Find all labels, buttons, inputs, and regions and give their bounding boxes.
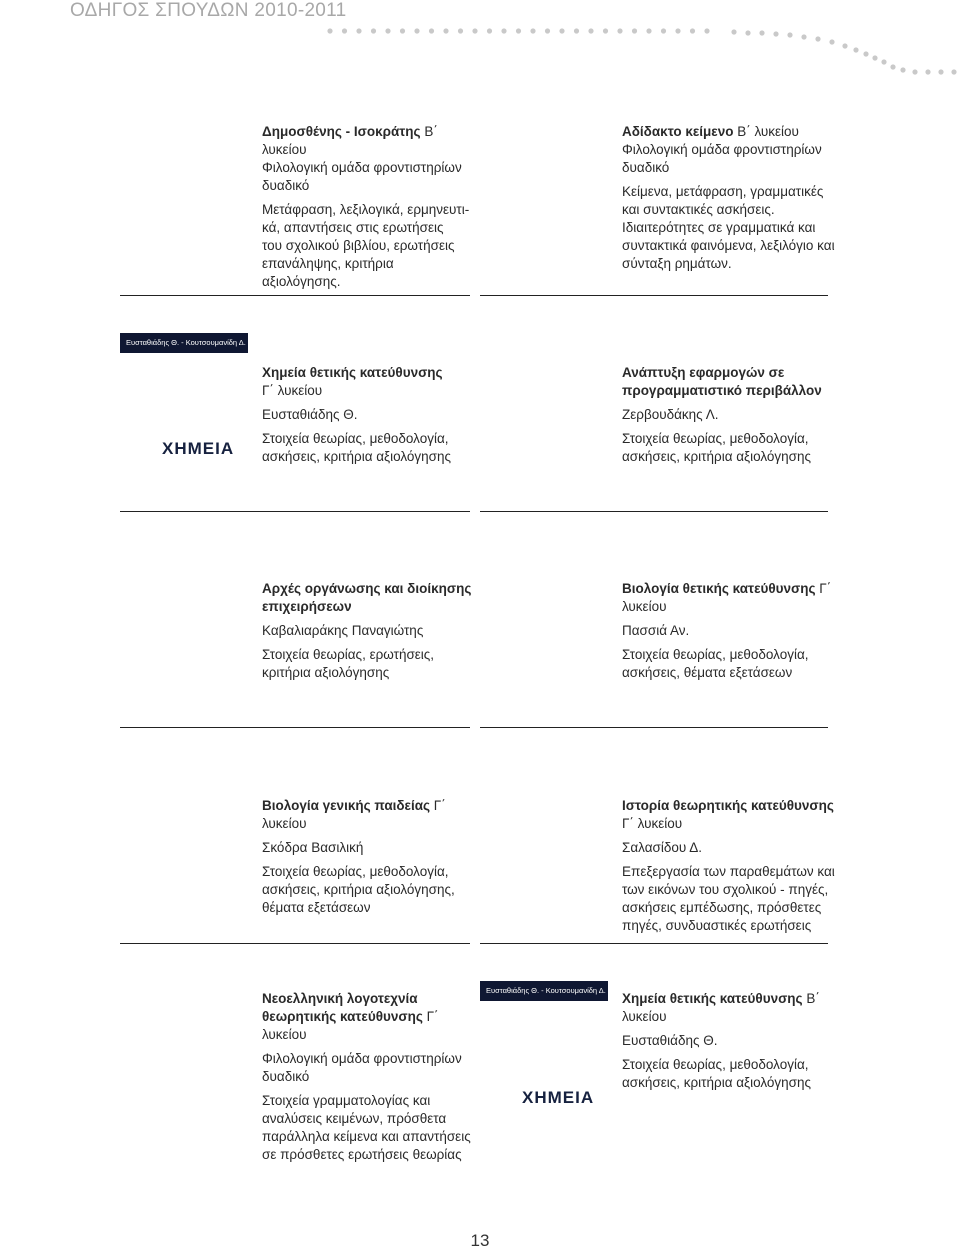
book-title-cont: θεωρητικής κατεύθυνσης [262, 1009, 423, 1024]
header-dot [617, 28, 622, 33]
book-chimeia-b [622, 990, 862, 1092]
book-desc-line: ασκήσεις εμπέδωσης, πρόσθετες [622, 900, 822, 915]
page-number: 13 [470, 1231, 490, 1250]
header-dot [704, 28, 709, 33]
book-publisher: Φιλολογική ομάδα φροντιστηρίων [622, 142, 822, 157]
book-author: Καβαλιαράκης Παναγιώτης [262, 623, 424, 638]
book-desc-line: σύνταξη ρημάτων. [622, 256, 732, 271]
book-title-cont: επιχειρήσεων [262, 599, 352, 614]
header-dot [938, 69, 943, 74]
book-publisher-name: δυαδικό [262, 178, 310, 193]
header-dot [842, 43, 847, 48]
header-dot [632, 28, 637, 33]
book-desc-line: κά, απαντήσεις στις ερωτήσεις [262, 220, 444, 235]
divider-rule [480, 727, 828, 728]
header-dot [385, 28, 390, 33]
divider-rule [480, 511, 828, 512]
book-grade: Γ΄ [815, 581, 832, 596]
book-desc-line: Στοιχεία θεωρίας, μεθοδολογία, [622, 647, 809, 662]
header-dot [574, 28, 579, 33]
header-dot [545, 28, 550, 33]
book-author: Ευσταθιάδης Θ. [262, 407, 358, 422]
book-grade: Β΄ λυκείου [733, 124, 799, 139]
book-desc-line: σε πρόσθετες ερωτήσεις θεωρίας [262, 1147, 462, 1162]
header-dot [951, 69, 956, 74]
header-dot [603, 28, 608, 33]
header-dot [853, 47, 858, 52]
book-cover-title: ΧΗΜΕΙΑ [162, 439, 235, 458]
book-desc-line: και συντακτικές ασκήσεις. [622, 202, 775, 217]
header-dot [327, 28, 332, 33]
book-desc-line: του σχολικού βιβλίου, ερωτήσεις [262, 238, 455, 253]
header-dot [530, 28, 535, 33]
header-dot [443, 28, 448, 33]
book-demosthenis [262, 123, 472, 291]
book-author: Ζερβουδάκης Λ. [622, 407, 719, 422]
header-dot [690, 28, 695, 33]
header-dot [925, 69, 930, 74]
header-dot [487, 28, 492, 33]
header-dot [801, 34, 806, 39]
book-title: Δημοσθένης - Ισοκράτης [262, 124, 421, 139]
book-neoelliniki [262, 990, 477, 1164]
book-author: Σκόδρα Βασιλική [262, 840, 364, 855]
header-dot [872, 55, 877, 60]
book-author: Ευσταθιάδης Θ. [622, 1033, 718, 1048]
book-title: Βιολογία γενικής παιδείας [262, 798, 431, 813]
book-title: Αδίδακτο κείμενο [622, 124, 734, 139]
book-desc-line: Στοιχεία θεωρίας, μεθοδολογία, [262, 431, 449, 446]
book-publisher: Φιλολογική ομάδα φροντιστηρίων [262, 160, 462, 175]
book-desc-line: παράλληλα κείμενα και απαντήσεις [262, 1129, 471, 1144]
book-title: Αρχές οργάνωσης και διοίκησης [262, 581, 472, 596]
book-desc-line: ασκήσεις, κριτήρια αξιολόγησης [622, 449, 812, 464]
book-grade-cont: λυκείου [622, 599, 667, 614]
header-dot [863, 51, 868, 56]
book-desc-line: θέματα εξετάσεων [262, 900, 371, 915]
header-dot [646, 28, 651, 33]
book-biologia-gen [262, 797, 492, 917]
book-desc-line: Στοιχεία θεωρίας, μεθοδολογία, [262, 864, 449, 879]
book-desc-line: κριτήρια αξιολόγησης [262, 665, 390, 680]
book-grade: Γ΄ λυκείου [262, 1009, 439, 1042]
book-author: Πασσιά Αν. [622, 623, 690, 638]
book-author: Σαλασίδου Δ. [622, 840, 703, 855]
header-dot [759, 30, 764, 35]
book-desc-line: αναλύσεις κειμένων, πρόσθετα [262, 1111, 447, 1126]
book-cover-title: ΧΗΜΕΙΑ [522, 1088, 595, 1107]
header-dot [400, 28, 405, 33]
header-dot [881, 59, 886, 64]
book-title: Χημεία θετικής κατεύθυνσης [622, 991, 803, 1006]
book-title: Νεοελληνική λογοτεχνία [262, 991, 418, 1006]
book-grade: Β΄ λυκείου [262, 124, 438, 157]
book-desc-line: Στοιχεία γραμματολογίας και [262, 1093, 431, 1108]
book-grade: Γ΄ λυκείου [622, 816, 683, 831]
header-dot [371, 28, 376, 33]
header-dot [429, 28, 434, 33]
cover-authors: Ευσταθιάδης Θ. - Κουτσουμανίδη Δ. [486, 986, 606, 995]
book-title: Χημεία θετικής κατεύθυνσης [262, 365, 443, 380]
header-dot [661, 28, 666, 33]
book-anaptyxi [622, 364, 837, 466]
header-dot [559, 28, 564, 33]
header-dot [472, 28, 477, 33]
header-dot [458, 28, 463, 33]
header-dot [342, 28, 347, 33]
book-desc-line: Επεξεργασία των παραθεμάτων και [622, 864, 835, 879]
book-publisher-name: δυαδικό [622, 160, 670, 175]
book-cover-strip [480, 981, 608, 1001]
header-dot [890, 64, 895, 69]
cover-authors: Ευσταθιάδης Θ. - Κουτσουμανίδη Δ. [126, 338, 246, 347]
divider-rule [120, 943, 470, 944]
book-chimeia-g [262, 364, 477, 466]
divider-rule [480, 943, 828, 944]
book-desc-line: Ιδιαιτερότητες σε γραμματικά και [622, 220, 816, 235]
book-desc-line: Στοιχεία θεωρίας, ερωτήσεις, [262, 647, 435, 662]
book-desc-line: ασκήσεις, κριτήρια αξιολόγησης [622, 1075, 812, 1090]
book-title: Ιστορία θεωρητικής κατεύθυνσης [622, 798, 834, 813]
book-biologia-thet [622, 580, 837, 682]
divider-rule [120, 295, 470, 296]
book-title: Ανάπτυξη εφαρμογών σε [622, 365, 785, 380]
book-istoria [622, 797, 837, 935]
book-cover-strip [120, 333, 248, 353]
header-dot [516, 28, 521, 33]
book-desc-line: πηγές, συνδυαστικές ερωτήσεις [622, 918, 812, 933]
divider-rule [480, 295, 828, 296]
header-dot-pattern [0, 0, 960, 80]
divider-rule [120, 511, 470, 512]
book-desc-line: των εικόνων του σχολικού - πηγές, [622, 882, 829, 897]
book-grade: Γ΄ λυκείου [262, 383, 323, 398]
header-dot [912, 69, 917, 74]
header-dot [787, 32, 792, 37]
header-dot [829, 39, 834, 44]
header-dot [745, 30, 750, 35]
divider-rule [120, 727, 470, 728]
header-dot [900, 67, 905, 72]
book-desc-line: επανάληψης, κριτήρια αξιολόγησης. [262, 256, 394, 289]
header-dot [588, 28, 593, 33]
header-dot [356, 28, 361, 33]
header-dot [675, 28, 680, 33]
header-dot [815, 36, 820, 41]
book-desc-line: ασκήσεις, κριτήρια αξιολόγησης, [262, 882, 455, 897]
book-grade: Γ΄ λυκείου [262, 798, 446, 831]
book-desc-line: ασκήσεις, κριτήρια αξιολόγησης [262, 449, 452, 464]
book-publisher: Φιλολογική ομάδα φροντιστηρίων [262, 1051, 462, 1066]
book-desc-line: Στοιχεία θεωρίας, μεθοδολογία, [622, 431, 809, 446]
page-header-title: ΟΔΗΓΟΣ ΣΠΟΥΔΩΝ 2010-2011 [70, 0, 347, 21]
book-desc-line: Κείμενα, μετάφραση, γραμματικές [622, 184, 824, 199]
book-title: Βιολογία θετικής κατεύθυνσης [622, 581, 816, 596]
book-desc-line: Στοιχεία θεωρίας, μεθοδολογία, [622, 1057, 809, 1072]
header-dot [414, 28, 419, 33]
book-grade: Β΄ λυκείου [622, 991, 820, 1024]
header-dot [773, 31, 778, 36]
header-dot [731, 29, 736, 34]
book-desc-line: συντακτικά φαινόμενα, λεξιλόγιο και [622, 238, 835, 253]
book-title-cont: προγραμματιστικό περιβάλλον [622, 383, 822, 398]
book-desc-line: Μετάφραση, λεξιλογικά, ερμηνευτι- [262, 202, 470, 217]
book-desc-line: ασκήσεις, θέματα εξετάσεων [622, 665, 793, 680]
header-dot [501, 28, 506, 33]
book-publisher-name: δυαδικό [262, 1069, 310, 1084]
book-arxes [262, 580, 477, 682]
book-adidakto [622, 123, 837, 273]
